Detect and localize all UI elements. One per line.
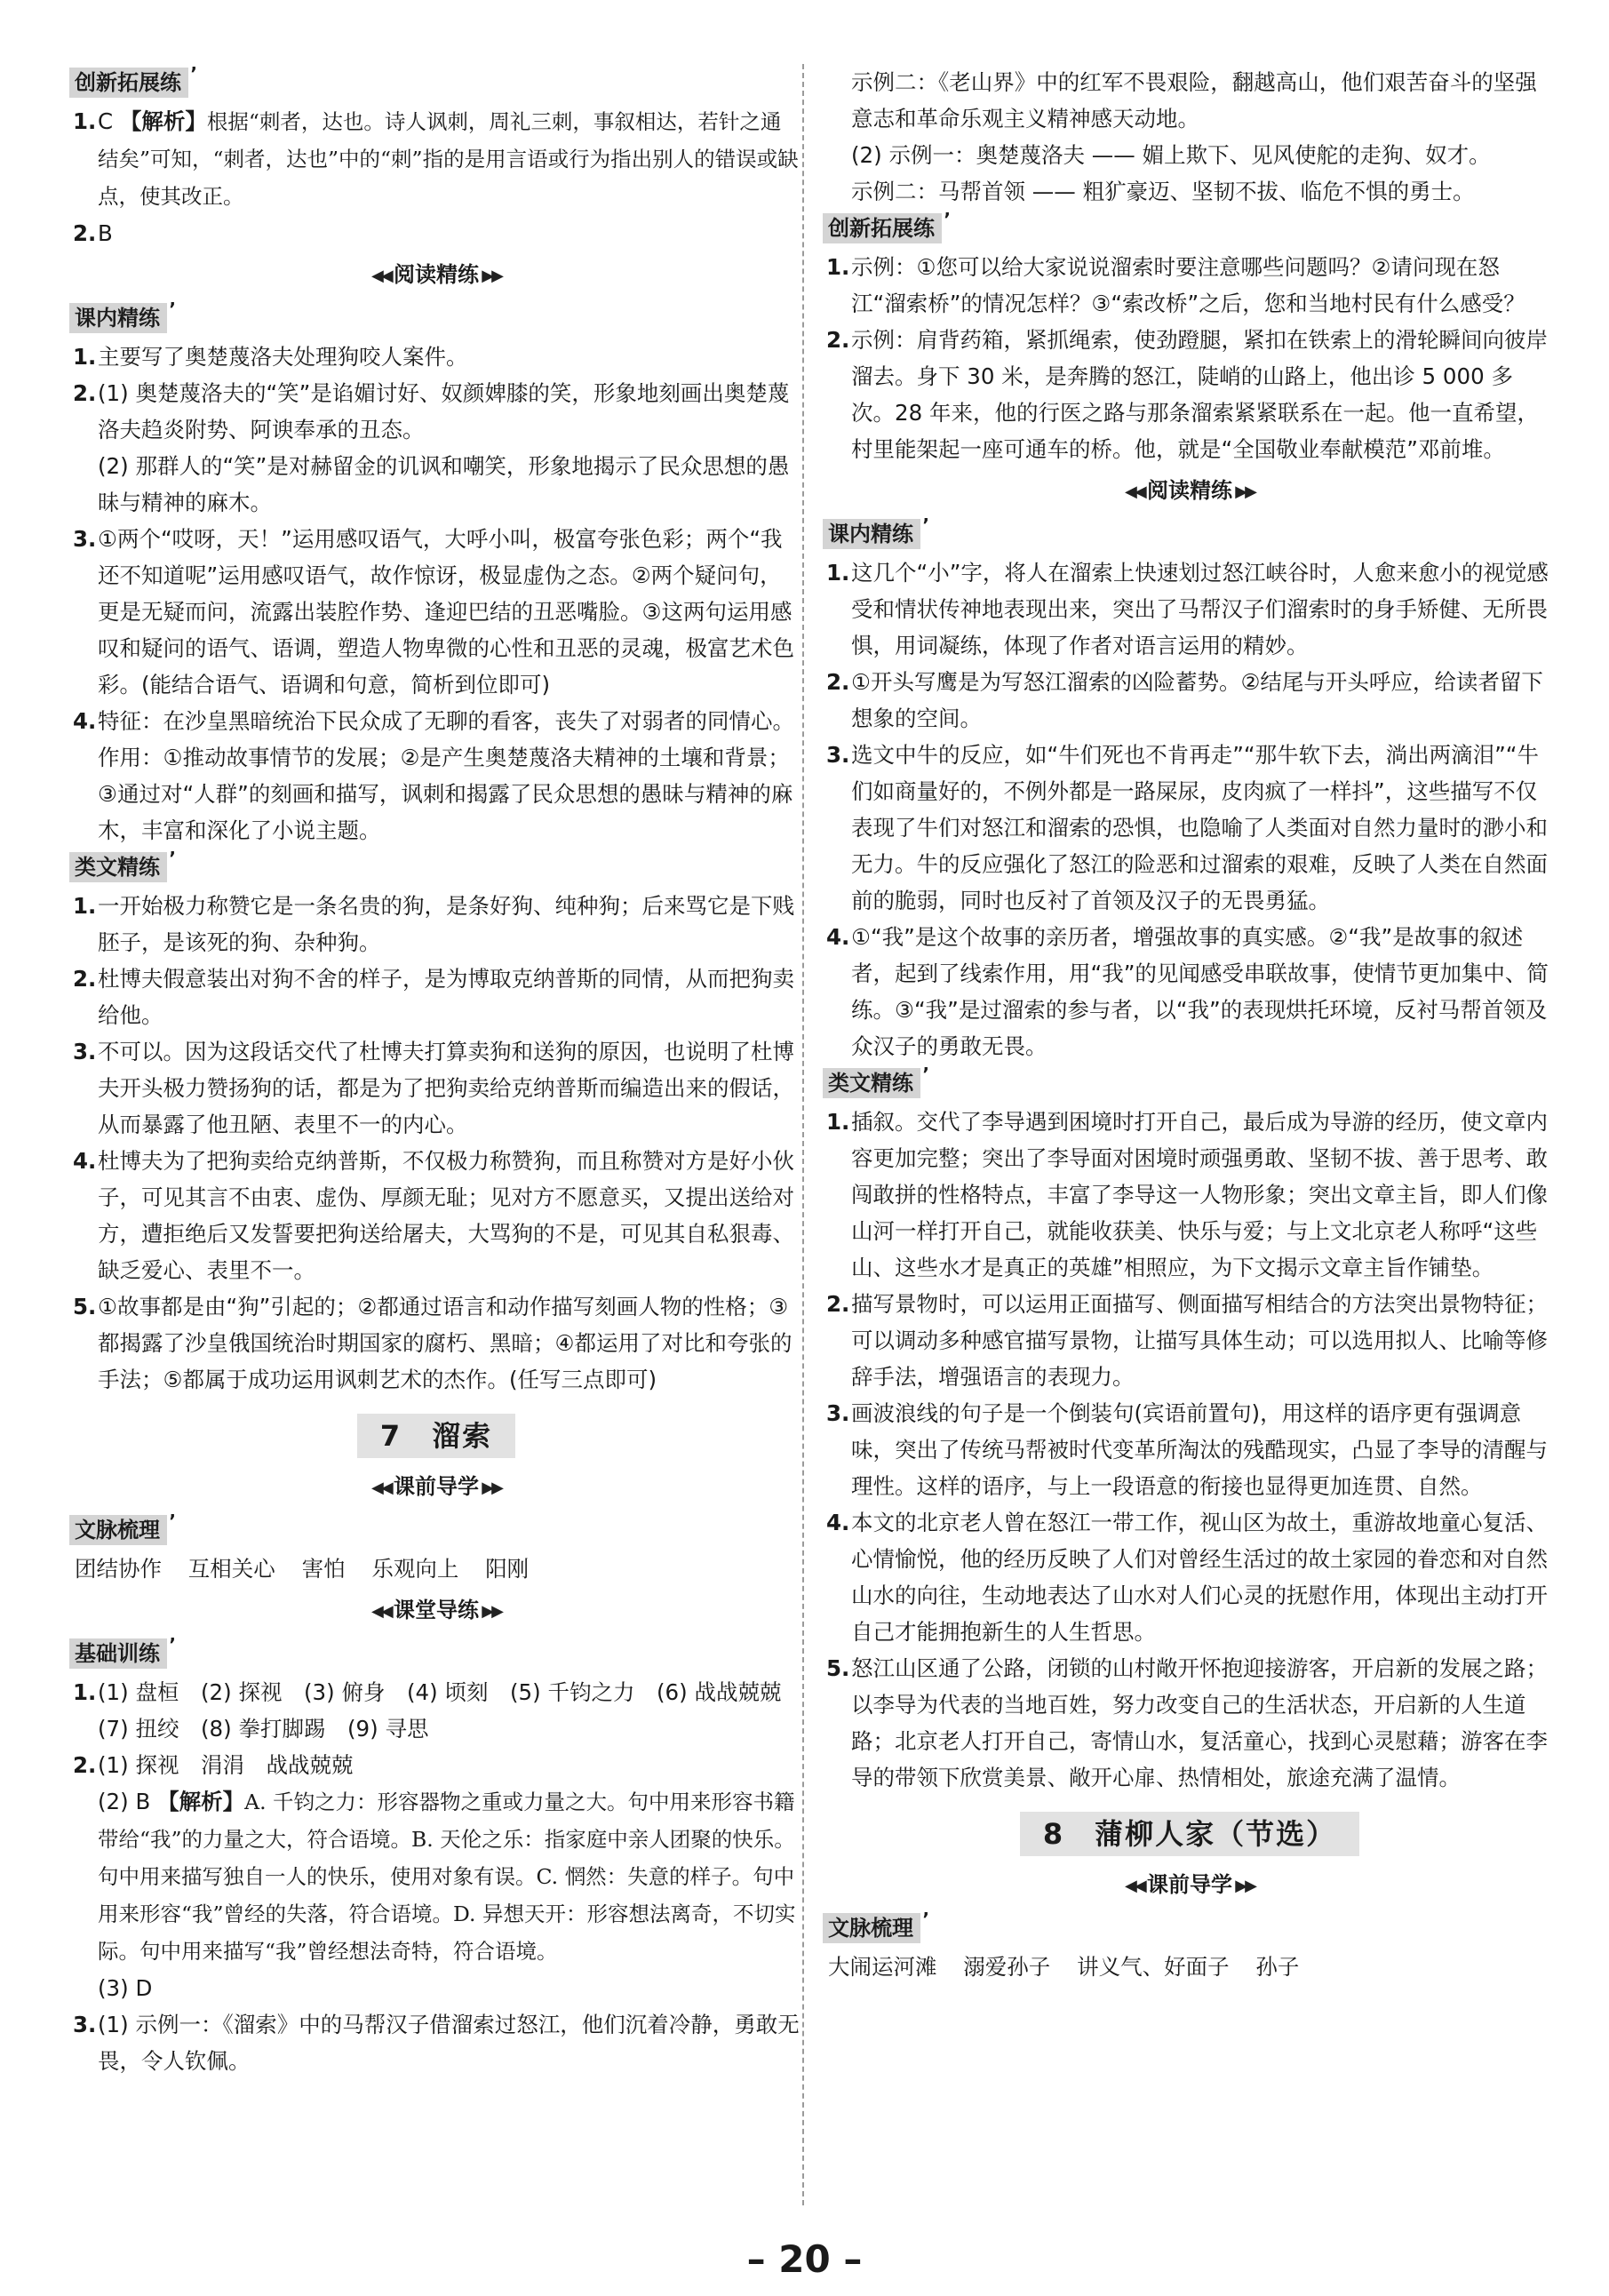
right-arrows-icon: ▶▶: [479, 1602, 501, 1621]
left-arrows-icon: ◀◀: [1125, 482, 1147, 501]
band-heading: ◀◀ 阅读精练 ▶▶: [371, 262, 501, 287]
answer-item: 4. 本文的北京老人曾在怒江一带工作，视山区为故土，重游故地童心复活、心情愉悦，他的经历反映了人们对曾经生活过的故土家园的眷恋和对自然山水的向往，生动地表达了山水对人们心灵的抚慰作用，体现出主动打开自己才能拥抱新生的人生哲思。: [826, 1510, 1548, 1645]
band-heading: ◀◀ 课前导学 ▶▶: [1125, 1872, 1255, 1897]
answer-item: 4. 特征：在沙皇黑暗统治下民众成了无聊的看客，丧失了对弱者的同情心。 作用：①推动故事情节的发展；②是产生奥楚蔑洛夫精神的土壤和背景；③通过对“人群”的刻画和描写，讽刺和揭露了民众思想的愚昧与精神的麻木，丰富和深化了小说主题。: [73, 708, 794, 843]
section-heading: 创新拓展练 ’: [69, 68, 188, 98]
answer-item: 1. 这几个“小”字，将人在溜索上快速划过怒江峡谷时，人愈来愈小的视觉感受和情状传神地表现出来，突出了马帮汉子们溜索时的身手矫健、无所畏惧，用词凝练，体现了作者对语言运用的精妙。: [826, 560, 1549, 658]
left-column: [73, 64, 803, 2079]
section-heading: 文脉梳理 ’: [69, 1515, 167, 1545]
answer-item: 3. 画波浪线的句子是一个倒装句(宾语前置句)，用这样的语序更有强调意味，突出了传统马帮被时代变革所淘汰的残酷现实，凸显了李导的清醒与理性。这样的语序，与上一段语意的衔接也显得更加连贯、自然。: [826, 1400, 1548, 1499]
answer-item: 3. (1) 示例一：《溜索》中的马帮汉子借溜索过怒江，他们沉着冷静，勇敢无畏，令人钦佩。: [73, 2012, 800, 2074]
answer-item: 1. 示例：①您可以给大家说说溜索时要注意哪些问题吗？②请问现在怒江“溜索桥”的情况怎样？③“索改桥”之后，您和当地村民有什么感受？: [826, 254, 1525, 316]
outline-answers: 团结协作 互相关心 害怕 乐观向上 阳刚: [75, 1556, 530, 1582]
answer-item: 2. (1) 奥楚蔑洛夫的“笑”是谄媚讨好、奴颜婢膝的笑，形象地刻画出奥楚蔑洛夫趋炎附势、阿谀奉承的丑态。 (2) 那群人的“笑”是对赫留金的讥讽和嘲笑，形象地揭示了民众思想的愚昧与精神的麻木。: [73, 380, 790, 515]
right-arrows-icon: ▶▶: [1232, 1877, 1255, 1895]
answer-item: 3. ①两个“哎呀，天！”运用感叹语气，大呼小叫，极富夸张色彩；两个“我还不知道呢”运用感叹语气，故作惊讶，极显虚伪之态。②两个疑问句，更是无疑而问，流露出装腔作势、逢迎巴结的丑恶嘴脸。③这两句运用感叹和疑问的语气、语调，塑造人物卑微的心性和丑恶的灵魂，极富艺术色彩。(能结合语气、语调和句意，简析到位即可): [73, 526, 794, 698]
page-number: – 20 –: [746, 2237, 863, 2281]
section-heading: 课内精练 ’: [69, 303, 167, 333]
answer-item: 2. ①开头写鹰是为写怒江溜索的凶险蓄势。②结尾与开头呼应，给读者留下想象的空间。: [826, 669, 1543, 731]
answer-item: 1. (1) 盘桓 (2) 探视 (3) 俯身 (4) 顷刻 (5) 千钧之力 (6) 战战兢兢 (7) 扭绞 (8) 拳打脚踢 (9) 寻思: [73, 1679, 803, 1742]
lesson-title: 8 蒲柳人家（节选）: [826, 1812, 1553, 1856]
section-heading: 类文精练 ’: [823, 1068, 920, 1098]
answer-item: 5. ①故事都是由“狗”引起的；②都通过语言和动作描写刻画人物的性格；③都揭露了沙皇俄国统治时期国家的腐朽、黑暗；④都运用了对比和夸张的手法；⑤都属于成功运用讽刺艺术的杰作。(任写三点即可): [73, 1294, 793, 1392]
lesson-title: 7 溜索: [73, 1414, 800, 1458]
answer-item: 1. C 【解析】根据“刺者，达也。诗人讽刺，周礼三刺，事叙相达，若针之通结矣”可知，“刺者，达也”中的“刺”指的是用言语或行为指出别人的错误或缺点，使其改正。: [73, 108, 799, 209]
left-arrows-icon: ◀◀: [371, 1602, 394, 1621]
right-arrows-icon: ▶▶: [1232, 482, 1255, 501]
outline-answers: 大闹运河滩 溺爱孙子 讲义气、好面子 孙子: [828, 1954, 1300, 1980]
left-arrows-icon: ◀◀: [371, 267, 394, 285]
left-arrows-icon: ◀◀: [371, 1479, 394, 1497]
right-column: [826, 64, 1553, 1985]
section-heading: 课内精练 ’: [823, 519, 920, 549]
answer-item: 2. 示例：肩背药箱，紧抓绳索，使劲蹬腿，紧扣在铁索上的滑轮瞬间向彼岸溜去。身下 30 米，是奔腾的怒江，陡峭的山路上，他出诊 5 000 多次。28 年来，他的行医之路与那条溜索紧紧联系在一起。他一直希望，村里能架起一座可通车的桥。他，就是“全国敬业奉献模范”邓前堆。: [826, 327, 1548, 462]
section-heading: 类文精练 ’: [69, 852, 167, 882]
band-heading: ◀◀ 课堂导练 ▶▶: [371, 1598, 501, 1622]
section-heading: 创新拓展练 ’: [823, 213, 942, 243]
answer-item-continued: 示例二：《老山界》中的红军不畏艰险，翻越高山，他们艰苦奋斗的坚强意志和革命乐观主义精神感天动地。 (2) 示例一：奥楚蔑洛夫 —— 媚上欺下、见风使舵的走狗、奴才。 示例二：马帮首领 —— 粗犷豪迈、坚韧不拔、临危不惧的勇士。: [851, 69, 1537, 204]
answer-item: 5. 怒江山区通了公路，闭锁的山村敞开怀抱迎接游客，开启新的发展之路；以李导为代表的当地百姓，努力改变自己的生活状态，开启新的人生道路；北京老人打开自己，寄情山水，复活童心，找到心灵慰藉；游客在李导的带领下欣赏美景、敞开心扉、热情相处，旅途充满了温情。: [826, 1655, 1548, 1790]
band-heading: ◀◀ 课前导学 ▶▶: [371, 1474, 501, 1499]
right-arrows-icon: ▶▶: [479, 1479, 501, 1497]
answer-item: 1. 主要写了奥楚蔑洛夫处理狗咬人案件。: [73, 344, 468, 370]
band-heading: ◀◀ 阅读精练 ▶▶: [1125, 478, 1255, 503]
answer-item: 4. 杜博夫为了把狗卖给克纳普斯，不仅极力称赞狗，而且称赞对方是好小伙子，可见其言不由衷、虚伪、厚颜无耻；见对方不愿意买，又提出送给对方，遭拒绝后又发誓要把狗送给屠夫，大骂狗的不是，可见其自私狠毒、缺乏爱心、表里不一。: [73, 1148, 794, 1283]
answer-item: 1. 插叙。交代了李导遇到困境时打开自己，最后成为导游的经历，使文章内容更加完整；突出了李导面对困境时顽强勇敢、坚韧不拔、善于思考、敢闯敢拼的性格特点，丰富了李导这一人物形象；突出文章主旨，即人们像山河一样打开自己，就能收获美、快乐与爱；与上文北京老人称呼“这些山、这些水才是真正的英雄”相照应，为下文揭示文章主旨作铺垫。: [826, 1109, 1548, 1280]
right-arrows-icon: ▶▶: [479, 267, 501, 285]
column-divider: [802, 64, 804, 2205]
answer-item: 2. 杜博夫假意装出对狗不舍的样子，是为博取克纳普斯的同情，从而把狗卖给他。: [73, 966, 794, 1028]
answer-item: 2. (1) 探视 涓涓 战战兢兢 (2) B 【解析】A. 千钧之力：形容器物之重或力量之大。句中用来形容书籍带给“我”的力量之大，符合语境。B. 天伦之乐：指家庭中亲人团聚的快乐。句中用来描写独自一人的快乐，使用对象有误。C. 惘然：失意的样子。句中用来形容“我”曾经的失落，符合语境。D. 异想天开：形容想法离奇，不切实际。句中用来描写“我”曾经想法奇特，符合语境。 (3) D: [73, 1752, 796, 2001]
answer-item: 3. 不可以。因为这段话交代了杜博夫打算卖狗和送狗的原因，也说明了杜博夫开头极力赞扬狗的话，都是为了把狗卖给克纳普斯而编造出来的假话，从而暴露了他丑陋、表里不一的内心。: [73, 1039, 794, 1137]
section-heading: 文脉梳理 ’: [823, 1913, 920, 1943]
answer-item: 2. 描写景物时，可以运用正面描写、侧面描写相结合的方法突出景物特征；可以调动多种感官描写景物，让描写具体生动；可以选用拟人、比喻等修辞手法，增强语言的表现力。: [826, 1291, 1548, 1390]
answer-item: 1. 一开始极力称赞它是一条名贵的狗，是条好狗、纯种狗；后来骂它是下贱胚子，是该死的狗、杂种狗。: [73, 893, 794, 955]
answer-item: 3. 选文中牛的反应，如“牛们死也不肯再走”“那牛软下去，淌出两滴泪”“牛们如商量好的，不例外都是一路屎尿，皮肉疯了一样抖”，这些描写不仅表现了牛们对怒江和溜索的恐惧，也隐喻了人类面对自然力量时的渺小和无力。牛的反应强化了怒江的险恶和过溜索的艰难，反映了人类在自然面前的脆弱，同时也反衬了首领及汉子的无畏勇猛。: [826, 742, 1548, 913]
section-heading: 基础训练 ’: [69, 1638, 167, 1669]
answer-item: 4. ①“我”是这个故事的亲历者，增强故事的真实感。②“我”是故事的叙述者，起到了线索作用，用“我”的见闻感受串联故事，使情节更加集中、简练。③“我”是过溜索的参与者，以“我”的表现烘托环境，反衬马帮首领及众汉子的勇敢无畏。: [826, 924, 1549, 1059]
answer-item: 2. B: [73, 220, 113, 246]
left-arrows-icon: ◀◀: [1125, 1877, 1147, 1895]
